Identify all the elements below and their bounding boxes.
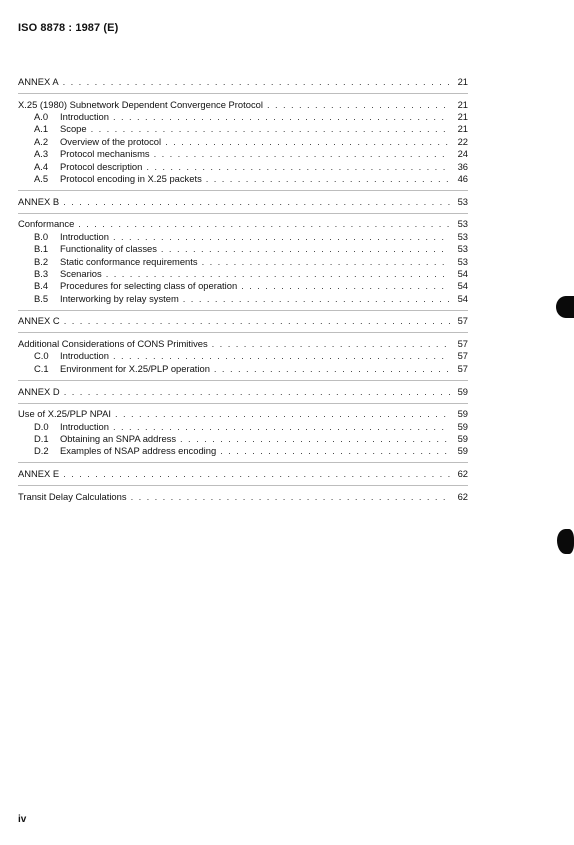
toc-subentry[interactable] — [18, 256, 468, 268]
toc-subentry[interactable] — [18, 136, 468, 148]
toc-entry-number: A.0 — [34, 111, 49, 123]
toc-page-number: 54 — [457, 267, 468, 279]
toc-page-number: 57 — [457, 362, 468, 374]
toc-entry-title: Obtaining an SNPA address — [60, 432, 177, 444]
toc-entry-title: Conformance — [18, 218, 75, 230]
toc-entry-number: B.5 — [34, 292, 49, 304]
toc-page-number: 57 — [457, 338, 468, 350]
table-of-contents — [18, 76, 468, 503]
toc-subentry[interactable] — [18, 433, 468, 445]
toc-entry[interactable] — [18, 196, 468, 208]
toc-entry-title: Overview of the protocol — [60, 135, 162, 147]
toc-entry[interactable] — [18, 338, 468, 350]
toc-page-number: 59 — [457, 432, 468, 444]
toc-entry-title: Examples of NSAP address encoding — [60, 445, 217, 457]
toc-page-number: 62 — [457, 468, 468, 480]
toc-page-number: 53 — [457, 255, 468, 267]
dot-leader — [115, 408, 450, 420]
toc-entry-title: Use of X.25/PLP NPAI — [18, 408, 111, 420]
toc-entry-title: Introduction — [60, 111, 109, 123]
toc-page-number: 36 — [457, 160, 468, 172]
toc-entry-title: ANNEX B — [18, 195, 60, 207]
toc-entry-number: B.0 — [34, 230, 49, 242]
toc-entry-title: ANNEX A — [18, 76, 59, 87]
toc-page-number: 53 — [457, 218, 468, 230]
toc-page-number: 21 — [457, 123, 468, 135]
toc-entry-title: Additional Considerations of CONS Primitives — [18, 338, 208, 350]
section-divider — [18, 213, 468, 214]
toc-entry-title: Environment for X.25/PLP operation — [60, 362, 210, 374]
section-divider — [18, 190, 468, 191]
toc-entry-title: Introduction — [60, 420, 109, 432]
toc-entry-title: ANNEX E — [18, 468, 60, 480]
toc-entry-number: D.2 — [34, 445, 49, 457]
toc-entry-title: ANNEX C — [18, 315, 60, 327]
toc-entry-title: Protocol encoding in X.25 packets — [60, 173, 202, 185]
toc-entry-number: B.3 — [34, 267, 49, 279]
toc-entry-title: Procedures for selecting class of operation — [60, 280, 238, 292]
page-number: iv — [18, 814, 27, 825]
dot-leader — [78, 218, 450, 230]
dot-leader — [113, 231, 450, 243]
dot-leader — [113, 421, 450, 433]
dot-leader — [214, 363, 450, 375]
dot-leader — [161, 243, 450, 255]
toc-entry-title: Scenarios — [60, 267, 102, 279]
section-divider — [18, 403, 468, 404]
toc-page-number: 21 — [457, 98, 468, 110]
toc-page-number: 24 — [457, 148, 468, 160]
toc-page-number: 53 — [457, 230, 468, 242]
toc-page-number: 21 — [457, 76, 468, 87]
toc-entry-number: B.2 — [34, 255, 49, 267]
scan-blot-mark — [557, 529, 574, 554]
dot-leader — [165, 136, 450, 148]
toc-subentry[interactable] — [18, 280, 468, 292]
toc-entry-number: B.4 — [34, 280, 49, 292]
toc-entry-number: D.1 — [34, 432, 49, 444]
toc-page-number: 21 — [457, 111, 468, 123]
toc-entry-title: Introduction — [60, 350, 109, 362]
toc-subentry[interactable] — [18, 293, 468, 305]
toc-entry[interactable] — [18, 386, 468, 398]
dot-leader — [146, 161, 450, 173]
toc-entry-title: Introduction — [60, 230, 109, 242]
dot-leader — [63, 468, 450, 480]
toc-entry-title: Scope — [60, 123, 87, 135]
toc-entry[interactable] — [18, 218, 468, 230]
toc-entry-number: A.1 — [34, 123, 49, 135]
toc-entry-number: A.3 — [34, 148, 49, 160]
toc-page-number: 54 — [457, 292, 468, 304]
section-divider — [18, 310, 468, 311]
toc-entry-title: Protocol description — [60, 160, 143, 172]
toc-entry-number: C.0 — [34, 350, 49, 362]
toc-entry-number: A.4 — [34, 160, 49, 172]
section-divider — [18, 462, 468, 463]
toc-entry-number: D.0 — [34, 420, 49, 432]
dot-leader — [63, 196, 450, 208]
toc-page-number: 22 — [457, 135, 468, 147]
scan-blot-mark — [556, 296, 574, 318]
dot-leader — [131, 491, 450, 503]
toc-entry-title: Transit Delay Calculations — [18, 490, 127, 502]
toc-page-number: 46 — [457, 173, 468, 185]
toc-page-number: 59 — [457, 385, 468, 397]
toc-entry[interactable] — [18, 99, 468, 111]
dot-leader — [183, 293, 450, 305]
toc-subentry[interactable] — [18, 421, 468, 433]
dot-leader — [64, 315, 450, 327]
toc-subentry[interactable] — [18, 445, 468, 457]
dot-leader — [106, 268, 450, 280]
toc-page-number: 62 — [457, 490, 468, 502]
dot-leader — [180, 433, 450, 445]
toc-page-number: 57 — [457, 350, 468, 362]
toc-subentry[interactable] — [18, 243, 468, 255]
toc-subentry[interactable] — [18, 350, 468, 362]
toc-entry-number: A.2 — [34, 135, 49, 147]
dot-leader — [113, 350, 450, 362]
dot-leader — [202, 256, 450, 268]
toc-entry[interactable] — [18, 491, 468, 503]
toc-page-number: 53 — [457, 195, 468, 207]
toc-page-number: 59 — [457, 445, 468, 457]
toc-page-number: 59 — [457, 408, 468, 420]
dot-leader — [212, 338, 450, 350]
dot-leader — [154, 148, 450, 160]
section-divider — [18, 332, 468, 333]
toc-subentry[interactable] — [18, 173, 468, 185]
toc-entry-number: B.1 — [34, 243, 49, 255]
toc-entry-title: Interworking by relay system — [60, 292, 179, 304]
toc-subentry[interactable] — [18, 231, 468, 243]
toc-entry[interactable] — [18, 76, 468, 88]
toc-subentry[interactable] — [18, 268, 468, 280]
toc-page-number: 54 — [457, 280, 468, 292]
section-divider — [18, 485, 468, 486]
dot-leader — [63, 76, 450, 88]
toc-subentry[interactable] — [18, 123, 468, 135]
toc-page-number: 53 — [457, 243, 468, 255]
dot-leader — [206, 173, 450, 185]
toc-entry-title: Functionality of classes — [60, 243, 157, 255]
toc-subentry[interactable] — [18, 161, 468, 173]
toc-entry-title: ANNEX D — [18, 385, 60, 397]
toc-entry[interactable] — [18, 315, 468, 327]
document-header: ISO 8878 : 1987 (E) — [18, 22, 119, 34]
toc-subentry[interactable] — [18, 111, 468, 123]
toc-subentry[interactable] — [18, 148, 468, 160]
toc-entry[interactable] — [18, 408, 468, 420]
dot-leader — [91, 123, 450, 135]
toc-entry-title: X.25 (1980) Subnetwork Dependent Convergence Protocol — [18, 98, 263, 110]
dot-leader — [113, 111, 450, 123]
dot-leader — [220, 445, 450, 457]
toc-entry[interactable] — [18, 468, 468, 480]
toc-entry-number: A.5 — [34, 173, 49, 185]
toc-entry-title: Static conformance requirements — [60, 255, 198, 267]
toc-page-number: 57 — [457, 315, 468, 327]
dot-leader — [267, 99, 450, 111]
section-divider — [18, 93, 468, 94]
dot-leader — [64, 386, 450, 398]
toc-page-number: 59 — [457, 420, 468, 432]
toc-entry-number: C.1 — [34, 362, 49, 374]
toc-entry-title: Protocol mechanisms — [60, 148, 150, 160]
toc-subentry[interactable] — [18, 363, 468, 375]
dot-leader — [241, 280, 450, 292]
section-divider — [18, 380, 468, 381]
